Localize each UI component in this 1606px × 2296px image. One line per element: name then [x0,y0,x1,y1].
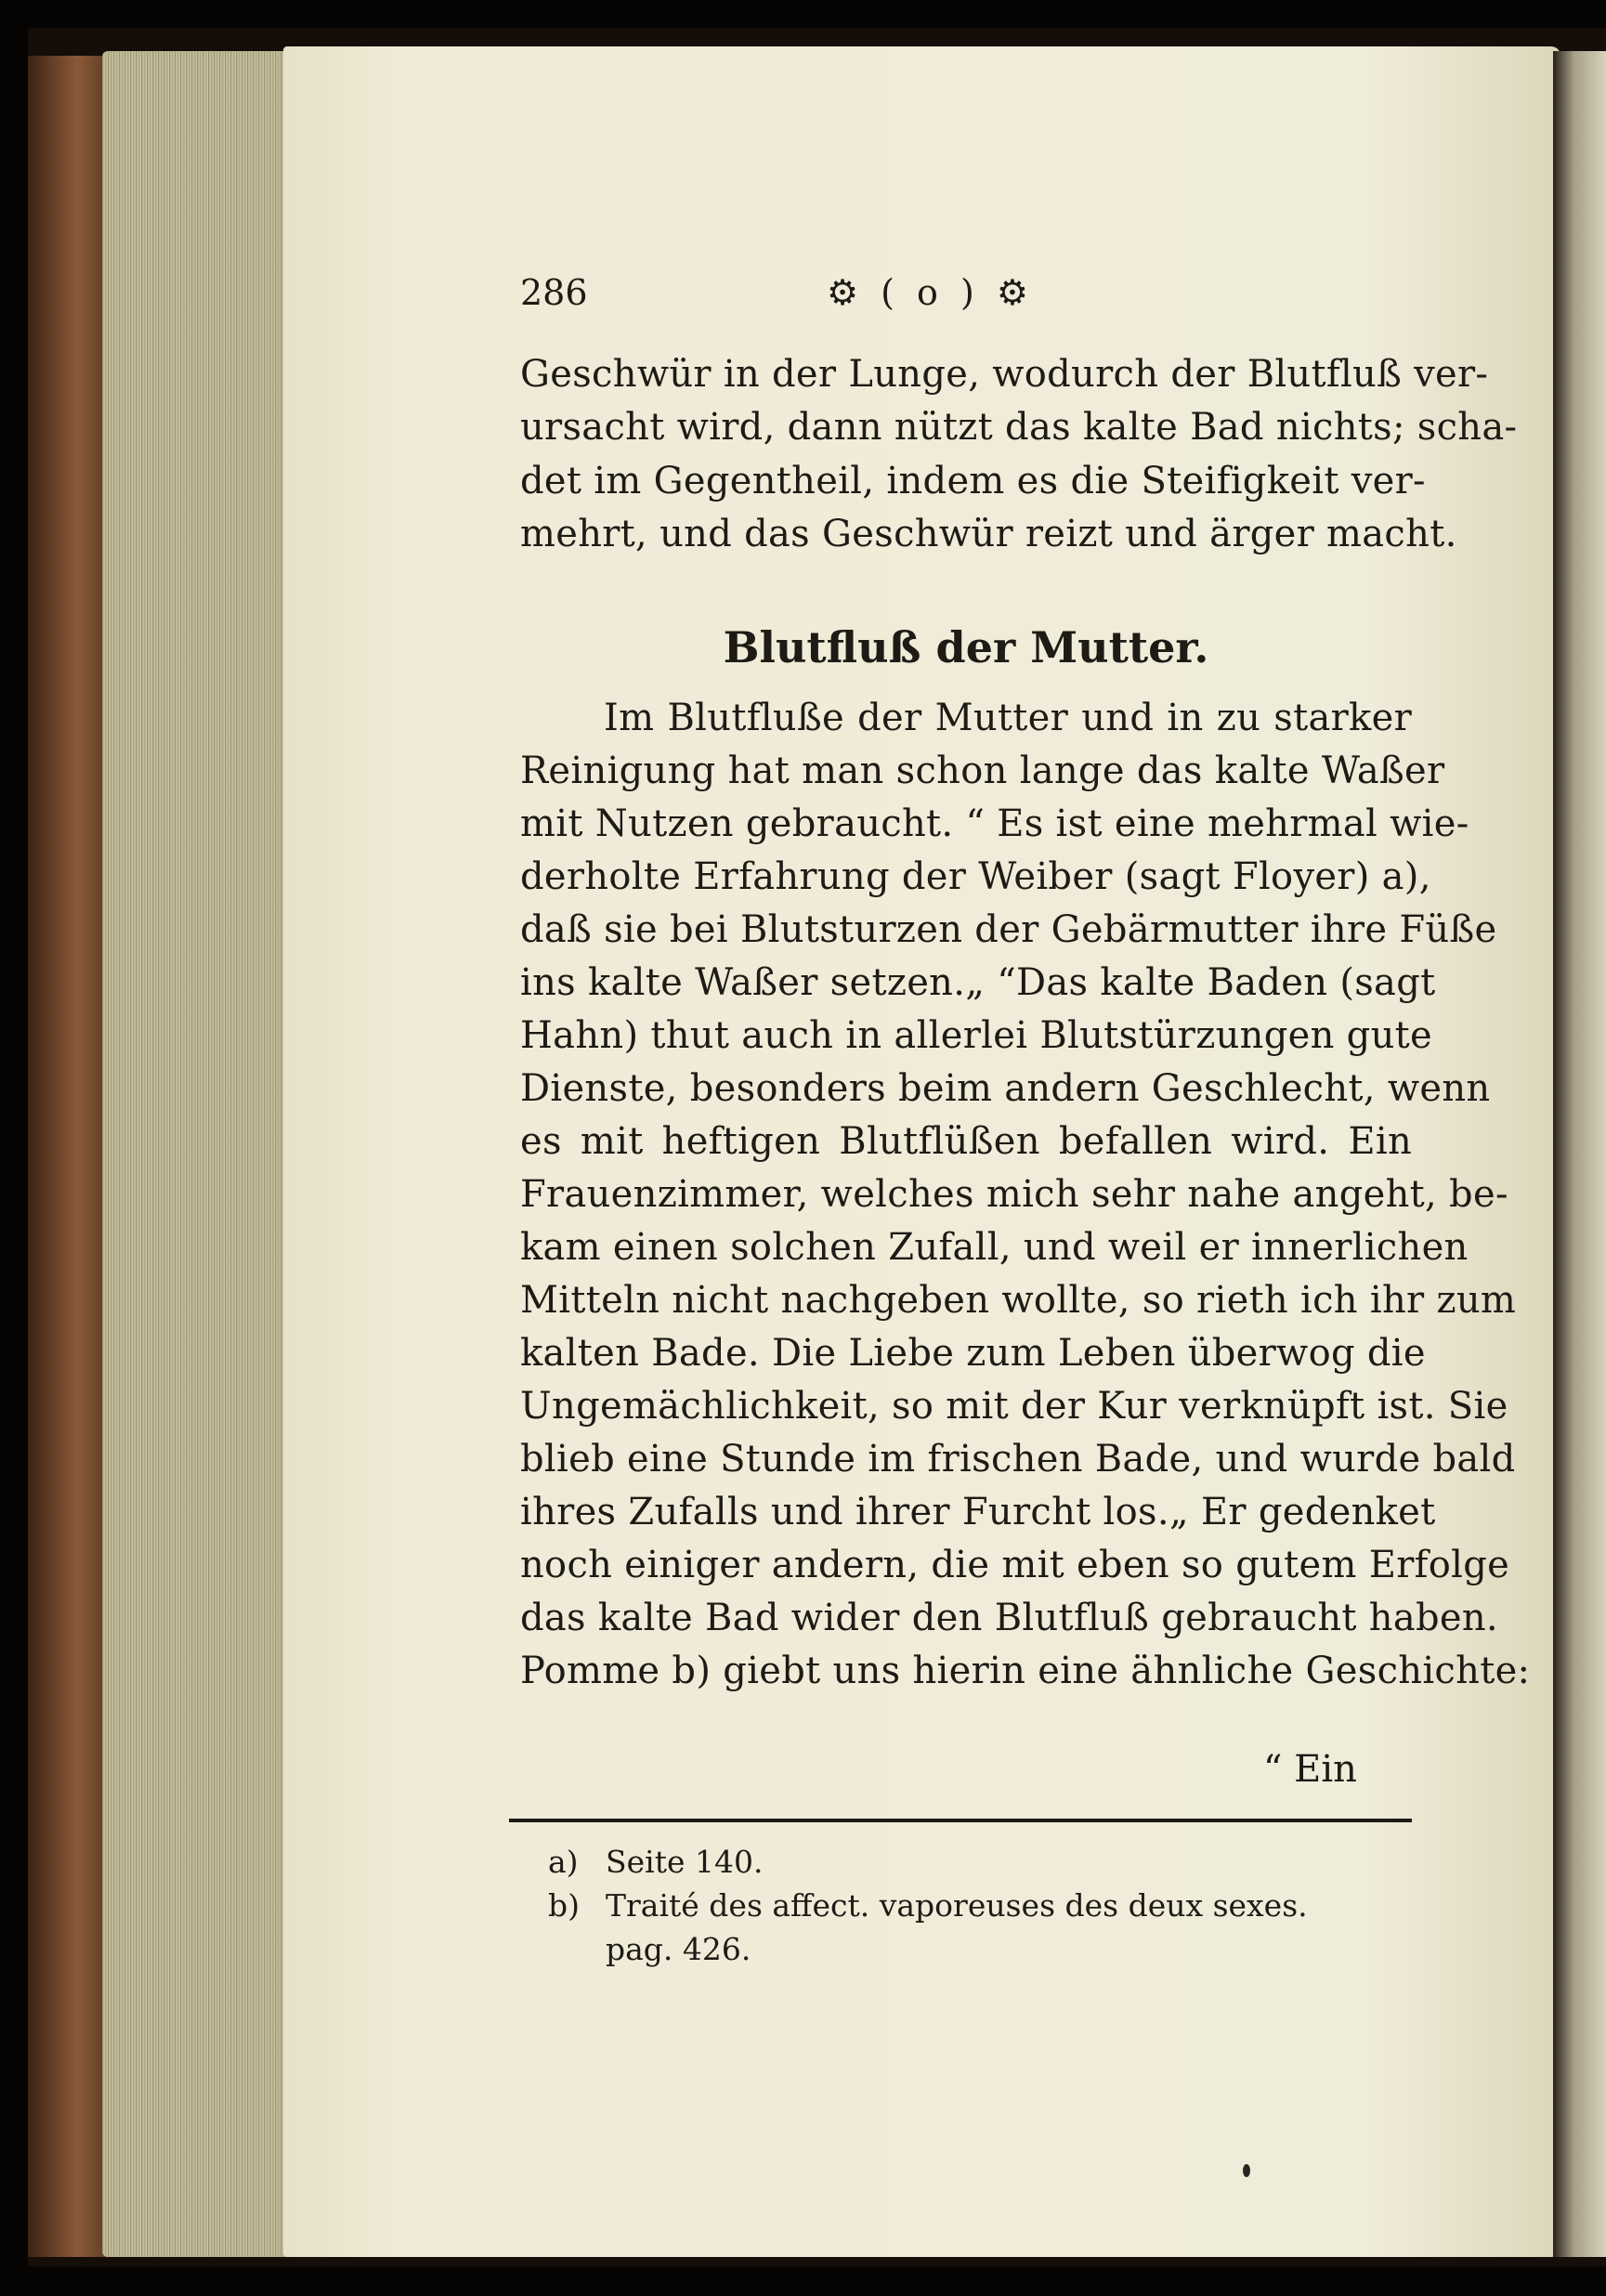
text-line: Frauenzimmer, welches mich sehr nahe angeht, be- [520,1173,1508,1216]
text-line: Mitteln nicht nachgeben wollte, so rieth ich ihr zum [520,1279,1517,1322]
text-line: Ungemächlichkeit, so mit der Kur verknüpft ist. Sie [520,1385,1508,1428]
text-line: blieb eine Stunde im frischen Bade, und wurde bald [520,1438,1516,1481]
footnote-text: Traité des affect. vaporeuses des deux sexes. [606,1887,1308,1924]
text-line: das kalte Bad wider den Blutfluß gebraucht haben. [520,1597,1498,1639]
section-heading: Blutfluß der Mutter. [723,622,1209,672]
text-line: ins kalte Waßer setzen.„ “Das kalte Baden (sagt [520,961,1436,1004]
header-ornament: ⚙ ( o ) ⚙ [827,272,1034,313]
text-line: es mit heftigen Blutflüßen befallen wird. Ein [520,1120,1412,1163]
text-line: mit Nutzen gebraucht. “ Es ist eine mehrmal wie- [520,802,1469,845]
book-cover-edge [28,56,111,2257]
page-block-edges [102,51,293,2257]
text-line: kam einen solchen Zufall, und weil er innerlichen [520,1226,1469,1269]
pencil-mark [1243,2164,1250,2177]
text-line: mehrt, und das Geschwür reizt und ärger macht. [520,513,1457,555]
text-line: Geschwür in der Lunge, wodurch der Blutfluß ver- [520,353,1489,396]
footnote-mark: a) [548,1844,579,1880]
catchword: “ Ein [1263,1748,1357,1791]
footnote-text: pag. 426. [606,1931,751,1967]
text-line: noch einiger andern, die mit eben so gutem Erfolge [520,1544,1510,1586]
footnote-text: Seite 140. [606,1844,764,1880]
text-line: ursacht wird, dann nützt das kalte Bad nichts; scha- [520,406,1518,449]
text-line: Pomme b) giebt uns hierin eine ähnliche Geschichte: [520,1650,1531,1692]
footnote-mark: b) [548,1887,580,1924]
text-line: ihres Zufalls und ihrer Furcht los.„ Er gedenket [520,1491,1436,1533]
text-line: Reinigung hat man schon lange das kalte Waßer [520,750,1445,792]
text-line: kalten Bade. Die Liebe zum Leben überwog die [520,1332,1426,1375]
text-line: Hahn) thut auch in allerlei Blutstürzungen gute [520,1014,1432,1057]
text-line: Im Blutfluße der Mutter und in zu starker [604,697,1412,739]
text-line: derholte Erfahrung der Weiber (sagt Floyer) a), [520,855,1431,898]
footnote-rule [509,1819,1412,1822]
page-number: 286 [520,272,588,313]
text-line: det im Gegentheil, indem es die Steifigkeit ver- [520,460,1426,502]
text-line: daß sie bei Blutsturzen der Gebärmutter ihre Füße [520,908,1497,951]
text-line: Dienste, besonders beim andern Geschlecht, wenn [520,1067,1491,1110]
facing-page-gutter [1553,51,1606,2257]
